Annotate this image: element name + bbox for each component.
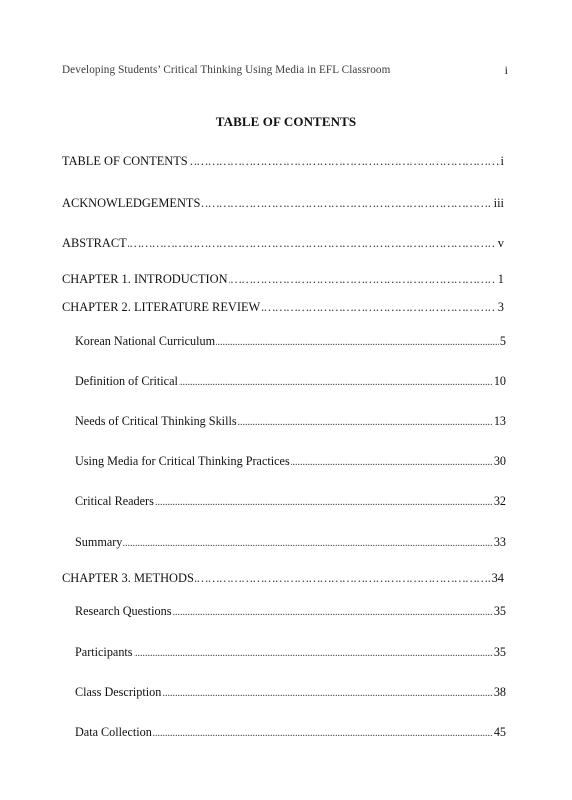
toc-heading: TABLE OF CONTENTS (215, 114, 357, 129)
toc-entry-label: Class Description (75, 685, 162, 699)
toc-entry-research-questions[interactable] (75, 603, 506, 619)
toc-entry-label: TABLE OF CONTENTS (62, 154, 188, 168)
toc-entry-definition-of-critical[interactable] (75, 373, 506, 389)
toc-entry-label: CHAPTER 1. INTRODUCTION (62, 272, 228, 286)
toc-entry-summary[interactable] (75, 534, 506, 550)
toc-entry-page: 1 (497, 272, 504, 286)
toc-entry-page: 13 (493, 414, 506, 428)
toc-entry-chapter-3[interactable] (62, 570, 504, 586)
toc-entry-page: iii (493, 196, 504, 210)
toc-entry-page: 3 (497, 300, 504, 314)
toc-entry-page: v (497, 236, 504, 250)
toc-entry-using-media[interactable] (75, 453, 506, 469)
toc-entry-page: 10 (493, 374, 506, 388)
toc-entry-acknowledgements[interactable] (62, 195, 504, 211)
running-header-page-number: i (504, 63, 508, 77)
toc-entry-page: 45 (493, 725, 506, 739)
toc-entry-page: i (500, 154, 504, 168)
toc-entry-chapter-2[interactable] (62, 299, 504, 315)
toc-entry-page: 38 (493, 685, 506, 699)
toc-entry-table-of-contents[interactable] (62, 153, 504, 169)
toc-entry-leader (62, 235, 504, 251)
toc-entry-label: ACKNOWLEDGEMENTS (62, 196, 201, 210)
toc-entry-chapter-1[interactable] (62, 271, 504, 287)
toc-entry-page: 32 (493, 494, 506, 508)
toc-entry-label: Data Collection (75, 725, 152, 739)
toc-entry-leader (75, 534, 506, 550)
toc-entry-page: 5 (499, 334, 506, 348)
toc-entry-label: Definition of Critical (75, 374, 178, 388)
toc-entry-label: Critical Readers (75, 494, 154, 508)
toc-entry-abstract[interactable] (62, 235, 504, 251)
toc-entry-label: CHAPTER 2. LITERATURE REVIEW (62, 300, 261, 314)
toc-entry-page: 30 (493, 454, 506, 468)
toc-entry-label: Korean National Curriculum (75, 334, 216, 348)
toc-entry-label: Needs of Critical Thinking Skills (75, 414, 237, 428)
toc-entry-page: 34 (491, 571, 504, 585)
toc-entry-leader (75, 644, 506, 660)
toc-entry-critical-readers[interactable] (75, 493, 506, 509)
toc-entry-label: Summary (75, 535, 123, 549)
toc-entry-page: 35 (493, 645, 506, 659)
toc-entry-label: Using Media for Critical Thinking Practices (75, 454, 290, 468)
toc-entry-participants[interactable] (75, 644, 506, 660)
toc-entry-page: 35 (493, 604, 506, 618)
toc-entry-label: ABSTRACT (62, 236, 127, 250)
toc-entry-data-collection[interactable] (75, 724, 506, 740)
toc-entry-label: Research Questions (75, 604, 172, 618)
running-header-title: Developing Students’ Critical Thinking Using Media in EFL Classroom (62, 64, 391, 76)
toc-entry-needs-of-critical-thinking-skills[interactable] (75, 413, 506, 429)
toc-entry-korean-national-curriculum[interactable] (75, 333, 506, 349)
toc-entry-class-description[interactable] (75, 684, 506, 700)
toc-entry-label: CHAPTER 3. METHODS (62, 571, 194, 585)
toc-entry-label: Participants (75, 645, 133, 659)
toc-entry-page: 33 (493, 535, 506, 549)
